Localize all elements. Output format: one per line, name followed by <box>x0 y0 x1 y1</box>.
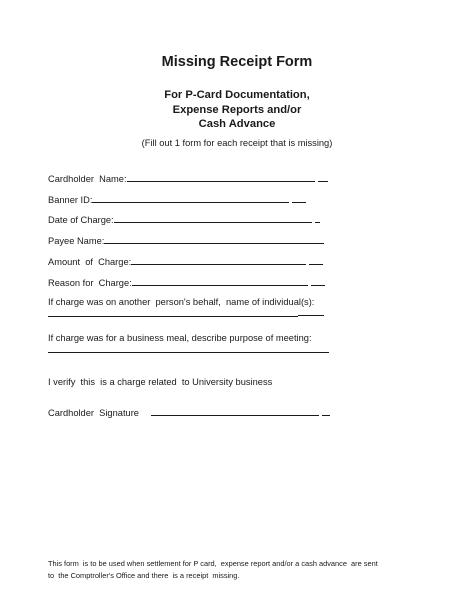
footer-line-1: This form is to be used when settlement for P card, expense report and/or a cash advance are sent <box>48 559 378 568</box>
footer-line-2: to the Comptroller's Office and there is a receipt missing. <box>48 571 240 580</box>
cardholder-name-line-tail <box>318 180 328 182</box>
behalf-answer-line[interactable] <box>48 315 298 317</box>
amount-of-charge-line[interactable] <box>131 263 306 265</box>
payee-name-line[interactable] <box>104 242 324 244</box>
behalf-answer-line-tail <box>298 314 324 316</box>
verify-statement: I verify this is a charge related to University business <box>48 377 273 387</box>
amount-of-charge-field[interactable] <box>48 253 323 267</box>
banner-id-line[interactable] <box>92 201 289 203</box>
signature-line-tail <box>322 414 330 416</box>
behalf-question: If charge was on another person's behalf, name of individual(s): <box>48 297 315 307</box>
subtitle-line-3: Cash Advance <box>198 118 276 130</box>
subtitle-line-2: Expense Reports and/or <box>172 104 302 116</box>
reason-for-charge-line[interactable] <box>132 284 308 286</box>
date-of-charge-line-tail <box>315 221 320 223</box>
reason-for-charge-label: Reason for Charge: <box>48 278 132 288</box>
form-title: Missing Receipt Form <box>161 54 313 70</box>
banner-id-label: Banner ID: <box>48 195 93 205</box>
banner-id-field[interactable] <box>48 191 306 205</box>
reason-for-charge-field[interactable] <box>48 274 325 288</box>
date-of-charge-label: Date of Charge: <box>48 215 114 225</box>
cardholder-name-line[interactable] <box>127 180 315 182</box>
signature-line[interactable] <box>151 414 319 416</box>
date-of-charge-field[interactable] <box>48 211 320 225</box>
cardholder-name-label: Cardholder Name: <box>48 174 127 184</box>
signature-field[interactable] <box>48 404 330 418</box>
banner-id-line-tail <box>292 201 306 203</box>
cardholder-name-field[interactable] <box>48 170 328 184</box>
reason-for-charge-line-tail <box>311 284 325 286</box>
date-of-charge-line[interactable] <box>114 221 312 223</box>
amount-of-charge-line-tail <box>309 263 323 265</box>
subtitle-line-1: For P-Card Documentation, <box>164 89 310 101</box>
amount-of-charge-label: Amount of Charge: <box>48 257 132 267</box>
payee-name-field[interactable] <box>48 232 324 246</box>
meal-question: If charge was for a business meal, describe purpose of meeting: <box>48 333 312 343</box>
meal-answer-line[interactable] <box>48 351 329 353</box>
signature-label: Cardholder Signature <box>48 408 139 418</box>
instruction-text: (Fill out 1 form for each receipt that is missing) <box>141 138 333 148</box>
payee-name-label: Payee Name: <box>48 236 105 246</box>
